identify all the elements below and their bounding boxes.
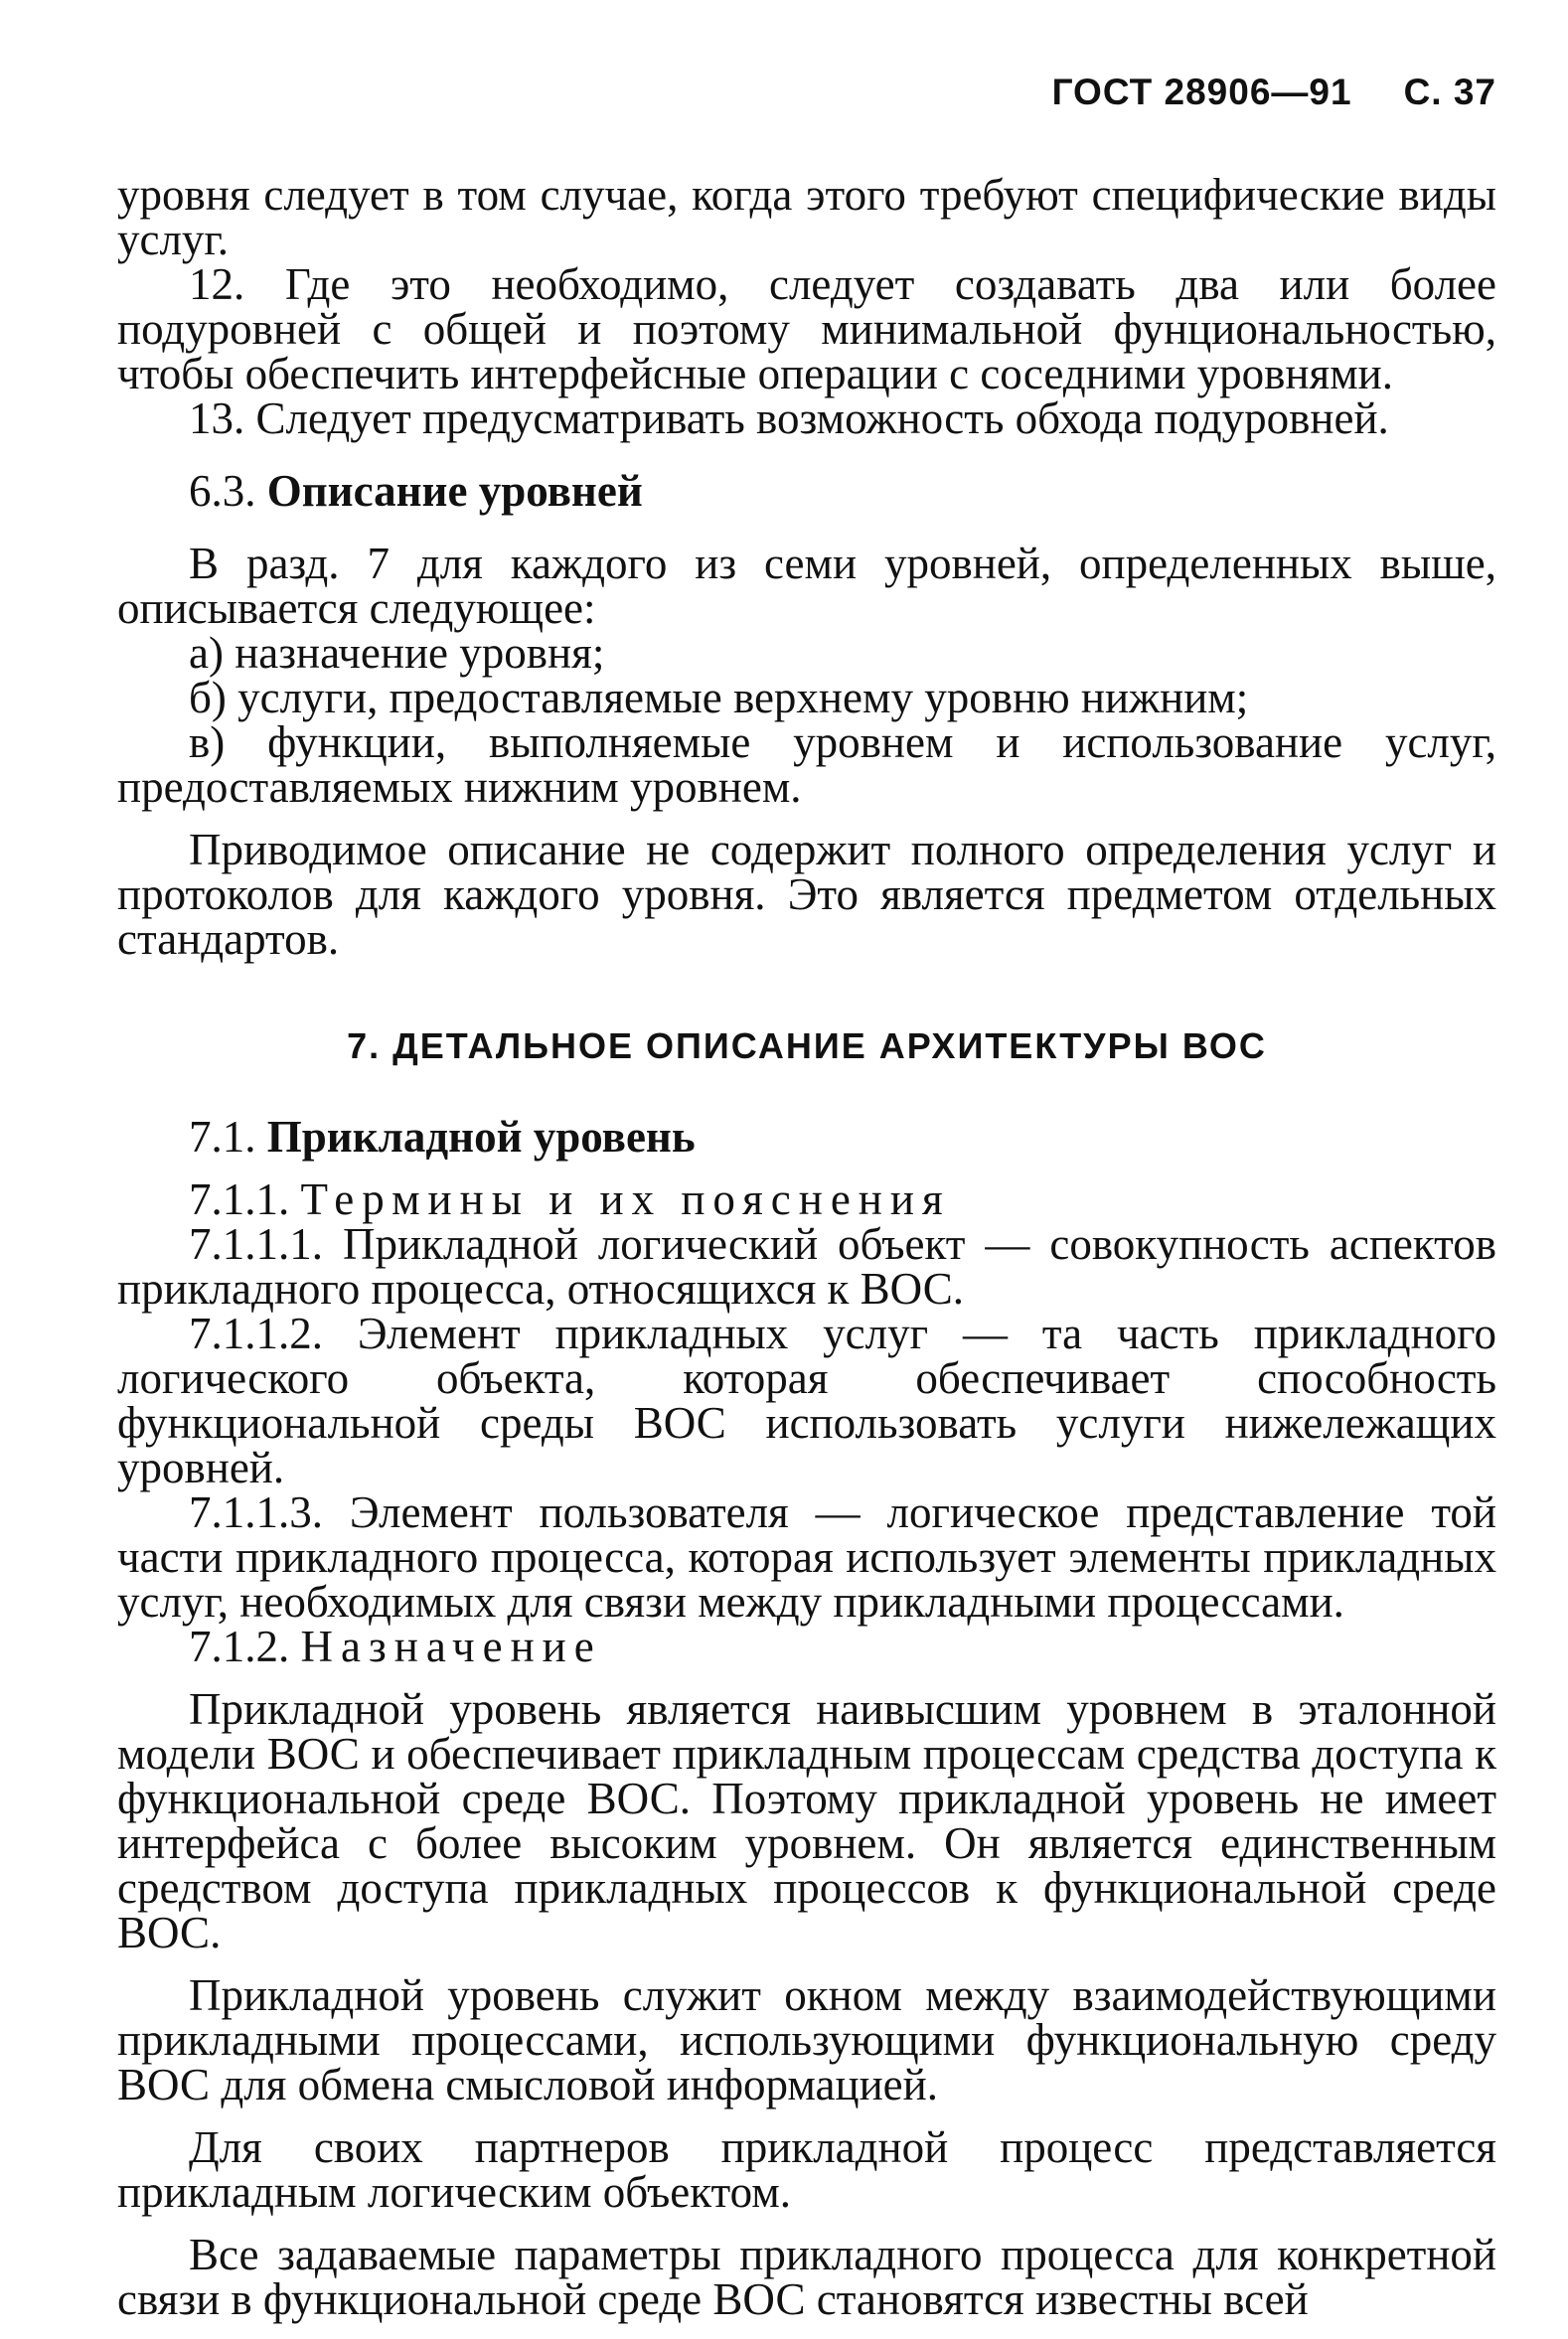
heading-7-1-1 [117,1174,1496,1224]
document-page [117,72,1496,2322]
heading-6-3-number: 6.3. [189,466,256,516]
paragraph-7-1-2-a: Прикладной уровень является наивысшим уровнем в эталонной модели ВОС и обеспечивает прикладным процессам средства доступа к функциональной среде ВОС. Поэтому прикладной уровень не имеет интерфейса с более высоким уровнем. Он является единственным средством доступа прикладных процессов к функциональной среде ВОС. [117,1684,1496,1957]
heading-7-1-1-number: 7.1.1. [189,1174,290,1224]
heading-7-1-title: Прикладной уровень [266,1112,696,1162]
paragraph-continuation: уровня следует в том случае, когда этого требуют специфические виды услуг. [117,170,1496,264]
heading-7-1-2-number: 7.1.2. [189,1622,290,1671]
standard-number: ГОСТ 28906—91 [1051,72,1352,112]
heading-7-1 [117,1112,1496,1162]
heading-7-1-number: 7.1. [189,1112,256,1162]
heading-7-1-2 [117,1622,1496,1671]
page-header [117,72,1496,131]
section-7-title: 7. ДЕТАЛЬНОЕ ОПИСАНИЕ АРХИТЕКТУРЫ ВОС [347,1025,1267,1066]
heading-6-3 [117,466,1496,516]
list-item-c: в) функции, выполняемые уровнем и использование услуг, предоставляемых нижним уровнем. [117,717,1496,812]
definition-7-1-1-2: 7.1.1.2. Элемент прикладных услуг — та часть прикладного логического объекта, которая обеспечивает способность функциональной среды ВОС использовать услуги нижележащих уровней. [117,1309,1496,1492]
heading-7-1-1-title: Термины и их пояснения [300,1174,951,1224]
heading-6-3-title: Описание уровней [266,466,643,516]
paragraph-description: Приводимое описание не содержит полного определения услуг и протоколов для каждого уровня. Это является предметом отдельных стандартов. [117,825,1496,964]
paragraph-7-1-2-b: Прикладной уровень служит окном между взаимодействующими прикладными процессами, использующими функциональную среду ВОС для обмена смысловой информацией. [117,1970,1496,2109]
paragraph-6-3: В разд. 7 для каждого из семи уровней, определенных выше, описывается следующее: [117,539,1496,633]
heading-7-1-2-title: Назначение [300,1622,602,1671]
list-item-a: а) назначение уровня; [189,628,605,678]
definition-7-1-1-3: 7.1.1.3. Элемент пользователя — логическое представление той части прикладного процесса, которая использует элементы прикладных услуг, необходимых для связи между прикладными процессами. [117,1487,1496,1627]
paragraph-7-1-2-c: Для своих партнеров прикладной процесс представляется прикладным логическим объектом. [117,2122,1496,2217]
item-13: 13. Следует предусматривать возможность обхода подуровней. [189,393,1389,443]
item-12: 12. Где это необходимо, следует создавать два или более подуровней с общей и поэтому минимальной фунциональностью, чтобы обеспечить интерфейсные операции с соседними уровнями. [117,259,1496,398]
page-number: С. 37 [1403,72,1496,112]
list-item-b: б) услуги, предоставляемые верхнему уровню нижним; [189,673,1249,722]
definition-7-1-1-1: 7.1.1.1. Прикладной логический объект — совокупность аспектов прикладного процесса, относящихся к ВОС. [117,1219,1496,1314]
paragraph-7-1-2-d: Все задаваемые параметры прикладного процесса для конкретной связи в функциональной среде ВОС становятся известны всей [117,2230,1496,2324]
